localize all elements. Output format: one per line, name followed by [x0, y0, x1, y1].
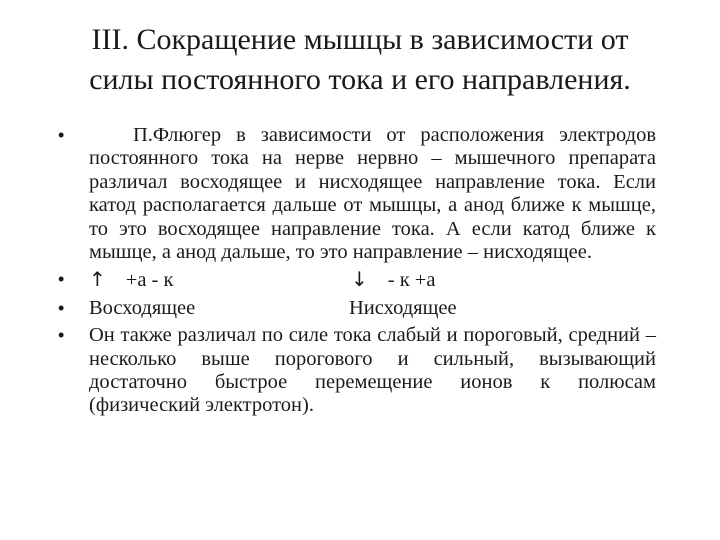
- descending-formula: [351, 268, 435, 292]
- descending-label: Нисходящее: [349, 296, 457, 319]
- paragraph-pfluger: П.Флюгер в зависимости от расположения электродов постоянного тока на нерве нервно – мышечного препарата различал восходящее и нисходящее направление тока. Если катод располагается дальше от мышцы, а анод ближе к мышце, то это восходящее направление тока. А если катод ближе к мышце, а анод дальше, то это направление – нисходящее.: [89, 124, 656, 264]
- bullet-icon: •: [58, 325, 65, 346]
- ascending-formula: [89, 268, 351, 292]
- arrow-row: [89, 268, 656, 292]
- up-arrow-icon: ↑: [89, 267, 106, 292]
- ascending-electrodes-label: +а - к: [125, 269, 174, 292]
- direction-row: [89, 297, 656, 320]
- bullet-icon: •: [58, 125, 65, 145]
- slide-title-line-2: силы постоянного тока и его направления.: [89, 63, 631, 96]
- bullet-item-pfluger-description: [58, 124, 656, 264]
- bullet-item-directions: [58, 297, 656, 320]
- descending-electrodes-label: - к +а: [387, 269, 436, 292]
- bullet-icon: •: [58, 297, 65, 318]
- bullet-item-arrows: [58, 268, 656, 292]
- slide-title-line-1: III. Сокращение мышцы в зависимости от: [91, 23, 629, 56]
- paragraph-current-strength: Он также различал по силе тока слабый и пороговый, средний – несколько выше порогового и сильный, вызывающий достаточно быстрое перемещение ионов к полюсам (физический электротон).: [89, 324, 656, 417]
- ascending-label: Восходящее: [89, 296, 196, 319]
- bullet-list: [58, 124, 656, 422]
- slide-title: [40, 20, 680, 100]
- bullet-icon: •: [58, 269, 65, 290]
- down-arrow-icon: ↓: [351, 267, 368, 292]
- bullet-item-current-strength: [58, 324, 656, 418]
